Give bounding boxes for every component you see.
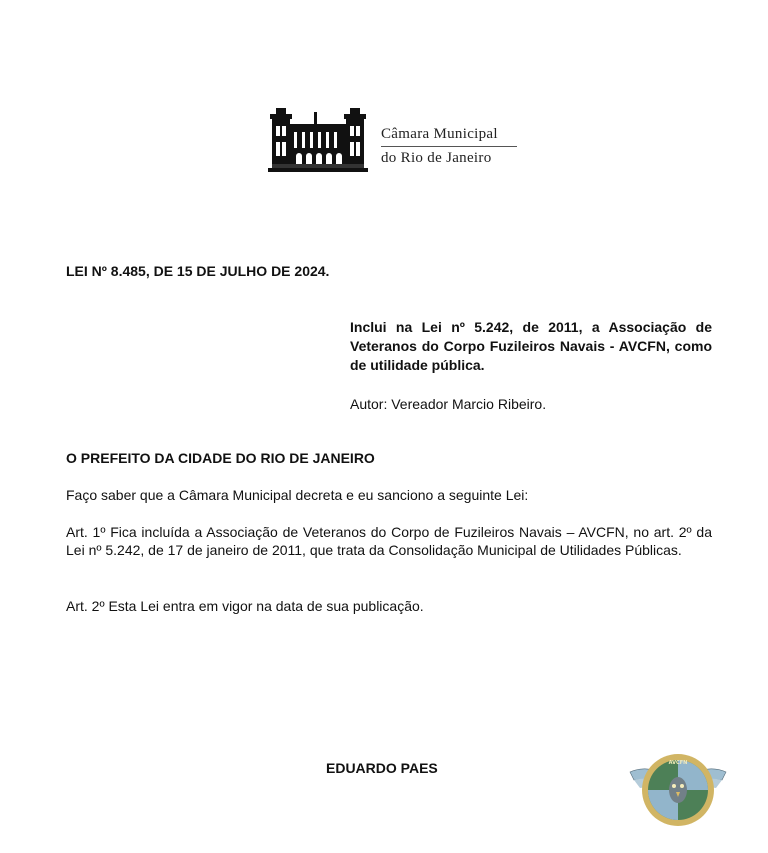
law-author: Autor: Vereador Marcio Ribeiro. — [350, 396, 547, 412]
camara-logo — [262, 106, 534, 192]
law-title: LEI Nº 8.485, DE 15 DE JULHO DE 2024. — [66, 263, 330, 279]
logo-line-2: do Rio de Janeiro — [381, 150, 492, 166]
law-ementa: Inclui na Lei nº 5.242, de 2011, a Associação de Veteranos do Corpo Fuzileiros Navais - AVCFN, como de utilidade pública. — [350, 319, 712, 373]
camara-building-icon — [262, 106, 374, 178]
logo-line-1: Câmara Municipal — [381, 126, 498, 142]
logo-divider — [381, 146, 517, 147]
preamble-paragraph: Faço saber que a Câmara Municipal decreta e eu sanciono a seguinte Lei: — [66, 487, 529, 503]
enacting-authority: O PREFEITO DA CIDADE DO RIO DE JANEIRO — [66, 450, 375, 466]
article-1-paragraph: Art. 1º Fica incluída a Associação de Veteranos do Corpo de Fuzileiros Navais – AVCFN, no art. 2º da Lei nº 5.242, de 17 de janeiro de 2011, que trata da Consolidação Municipal de Utilidades Públicas. — [66, 524, 712, 558]
avcfn-seal-icon — [628, 750, 728, 830]
mayor-signature: EDUARDO PAES — [326, 760, 438, 776]
seal-text: AVCFN — [668, 760, 688, 766]
article-2-paragraph: Art. 2º Esta Lei entra em vigor na data de sua publicação. — [66, 598, 424, 614]
camara-logo-text — [381, 126, 517, 167]
